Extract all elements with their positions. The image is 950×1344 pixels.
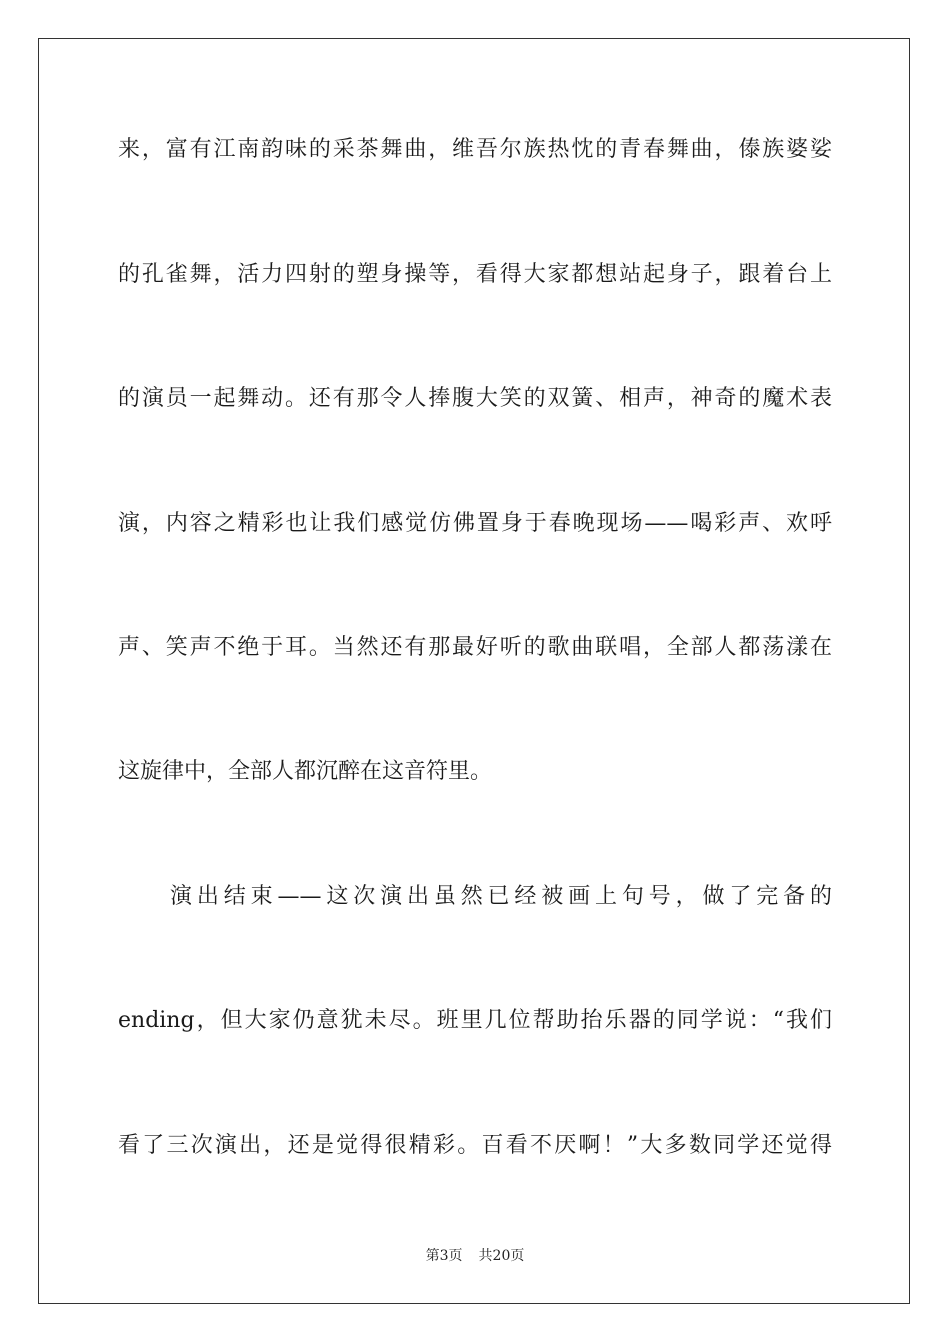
text-line-1: 来，富有江南韵味的采茶舞曲，维吾尔族热忱的青春舞曲，傣族婆娑 bbox=[118, 137, 832, 162]
text-line-5: 声、笑声不绝于耳。当然还有那最好听的歌曲联唱，全部人都荡漾在 bbox=[118, 635, 832, 660]
text-line-9: 看了三次演出，还是觉得很精彩。百看不厌啊！”大多数同学还觉得 bbox=[118, 1133, 832, 1158]
text-line-7-paragraph-start: 演出结束——这次演出虽然已经被画上句号，做了完备的 bbox=[170, 884, 832, 909]
page-border bbox=[38, 38, 910, 1304]
text-line-3: 的演员一起舞动。还有那令人捧腹大笑的双簧、相声，神奇的魔术表 bbox=[118, 386, 832, 411]
page-total: 共20页 bbox=[478, 1248, 525, 1264]
text-line-6: 这旋律中，全部人都沉醉在这音符里。 bbox=[118, 759, 493, 784]
text-line-8: ending，但大家仍意犹未尽。班里几位帮助抬乐器的同学说：“我们 bbox=[118, 1008, 832, 1033]
text-line-4: 演，内容之精彩也让我们感觉仿佛置身于春晚现场——喝彩声、欢呼 bbox=[118, 511, 832, 536]
page-number: 第3页 bbox=[425, 1248, 463, 1264]
page-footer bbox=[0, 1246, 950, 1266]
text-line-2: 的孔雀舞，活力四射的塑身操等，看得大家都想站起身子，跟着台上 bbox=[118, 262, 832, 287]
